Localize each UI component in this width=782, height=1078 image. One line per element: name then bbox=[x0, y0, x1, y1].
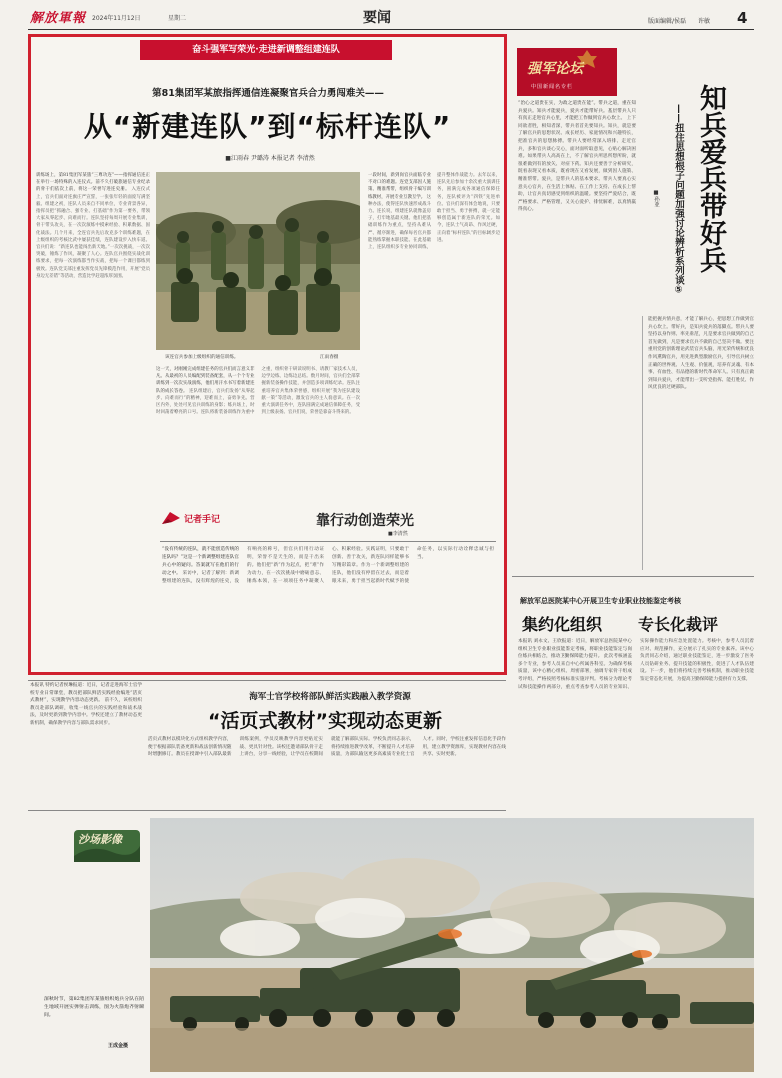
navy-headline: “活页式教材”实现动态更新 bbox=[208, 710, 442, 732]
masthead-rule bbox=[28, 29, 754, 30]
navy-left-col bbox=[30, 682, 142, 802]
pen-nib-icon bbox=[160, 510, 182, 526]
forum-filler-2: 能把握兵情兵意，才能了解兵心，把思想工作做到官兵心坎上。带好兵，是知兵爱兵的落脚点。带兵人要坚持以身作则、率先垂范，凡是要求官兵做到的自己首先做到，凡是要求官兵不做的自己坚决不做。要注重用党的创新理论武装官兵头脑，用光荣传统和优良作风熏陶官兵，用先进典型激励官兵，引导官兵树立正确的世界观、人生观、价值观，培养有灵魂、有本事、有血性、有品德的新时代革命军人。只有真正做到知兵爱兵，才能带出一支听党指挥、能打胜仗、作风优良的过硬部队。 bbox=[648, 317, 754, 391]
top-story-col3 bbox=[368, 172, 500, 494]
commentary-text: “没有传统的连队，就不能创造传统的连队吗？”这是一个新调整组建连队官兵心中的疑问。答案就写在他们的行动之中。 bbox=[162, 547, 239, 576]
navy-filler-2: 活页式教材以模块化方式组织教学内容，便于根据部队装备更新和战法创新情况随时增删修订。教员在授课中引入部队最新训练案例，学员反映教学内容更贴近实战、更具针对性。该校还邀请部队骨干走上讲台，分享一线经验，让学员在校期间就能了解部队实际。学校负责同志表示，将持续推进教学改革，不断提升人才培养质量，为部队输送更多高素质专业化士官人才。同时，学校注重发挥信息化手段作用，建立教学资源库，实现教材内容在线共享、实时更新。 bbox=[148, 737, 506, 758]
masthead-date: 2024年11月12日 bbox=[92, 15, 141, 22]
forum-filler-1: 上下同欲者胜，相知者深，带兵者首先要知兵。知兵，就是要了解官兵的思想状况、成长经历、家庭情况和兴趣特长，把准官兵的思想脉搏。带兵人要经常深入班排、走近官兵，多和官兵谈心交心，面对面听取意见，心贴心解决困难。如果带兵人高高在上，不了解官兵所思所想所盼，就很难做到有的放矢、对症下药。知兵还要善于分析研究，既看表现又看本质，既看现在又看发展，做到因人施策、精准帮带。爱兵，是带兵人的基本要求。带兵人要真心实意关心官兵，在生活上体贴、在工作上支持、在成长上帮助，让官兵真切感受到组织的温暖。要坚持严爱结合，既严格要求、严格管理，又关心爱护、排忧解难，以真情赢得真心。 bbox=[518, 116, 636, 213]
top-story-body-2: 这一天，对刚刚完成组建任务的官兵们而言意义非凡。从最初的人员编配到装备配套，从一个个专业训练到一次次实战演练，他们用汗水书写着新建连队的成长答卷。 bbox=[156, 367, 255, 394]
masthead-editors: 版面编辑/侯磊 bbox=[648, 18, 687, 25]
forum-col2 bbox=[648, 316, 754, 572]
top-story-filler-1: 入连仪式上，官兵们面对连旗庄严宣誓，一张张年轻的面庞写满坚毅。组建之初，连队人员来自不同单位，专业背景各异，指挥员把“抓融合、强专业、打基础”作为第一要务，带领大家从零起步、向难而行。连队坚持每周开展专业集训，骨干带头攻关，在一次次演练中摸索经验、积累数据、固化战法。几个月来，全连官兵先后攻克多个训练难题，在上级组织的考核比武中屡获佳绩，连队建设步入快车道。官兵们说：“新连队也能闯出新天地。”一次次挑战，一次次突破，锤炼了作风，凝聚了人心。连队官兵围绕实战化训练要求，把每一次演练都当作实战，把每一个课目都练到极致。连队党支部注重发挥党员先锋模范作用，开展“党员身边无差错”等活动，营造比学赶超浓厚氛围。 bbox=[36, 187, 150, 279]
commentary-box bbox=[156, 498, 500, 670]
forum-logo-text: 强军论坛 bbox=[527, 61, 583, 77]
commentary-label: 记者手记 bbox=[184, 515, 221, 525]
top-story-kicker: 第81集团军某旅指挥通信连凝聚官兵合力勇闯难关—— bbox=[152, 88, 384, 99]
forum-logo-sub: 中国新闻名专栏 bbox=[531, 84, 574, 90]
top-story-banner bbox=[140, 40, 392, 60]
forum-logo-box bbox=[517, 48, 617, 96]
top-story-photo bbox=[156, 172, 360, 350]
photo-top-rule bbox=[28, 810, 506, 811]
medical-headline-left: 集约化组织 bbox=[522, 615, 603, 634]
forum-col1 bbox=[518, 100, 636, 570]
photo-column-logo-bg bbox=[72, 826, 142, 866]
navy-body bbox=[148, 736, 506, 806]
photo-credit: 王成金摄 bbox=[108, 1043, 129, 1049]
forum-subtitle: ——扭住思想根子问题加强讨论辨析系列谈⑤ bbox=[673, 104, 684, 296]
photo-caption-text: 深秋时节，第82集团军某旅组织炮兵分队在陌生地域开展实弹射击训练，图为火箭炮齐射瞬间。 bbox=[44, 997, 144, 1018]
top-story-lead: 训练场上，第81集团军某旅“三尊功连”——指挥通信连正在举行一场特殊的入连仪式。前不久打破旅通信专业纪录的骨干们依次上前，将这一荣誉写进连史册。 bbox=[36, 173, 150, 193]
top-story-byline: ■江雨春 尹璐涛 本报记者 李清然 bbox=[225, 155, 315, 162]
navy-kicker: 海军士官学校将部队鲜活实践融入教学资源 bbox=[249, 692, 411, 702]
medical-filler: 此次考核涵盖多个专业，参考人员来自中心所属各科室。为确保考核质量，该中心精心组织、周密部署，抽调专家骨干组成考评组，严格按照考核标准实施评判。考核分为理论考试和技能操作两部分，重点考查参考人员的专业知识、实际操作能力和应急处置能力。考核中，参考人员沉着应对、规范操作，充分展示了扎实的专业素养。该中心负责同志介绍，通过职业技能鉴定，进一步激发了医务人员钻研业务、提升技能的积极性，促进了人才队伍建设。下一步，他们将持续完善考核机制，推动职业技能鉴定常态化开展，为提高卫勤保障能力提供有力支撑。 bbox=[518, 639, 754, 690]
top-story-filler-2: 连队组建后，官兵们发扬“从零起步、向难而行”的精神，迎难而上，奋勇争先。营区内外，处处可见官兵训练的身影；练兵场上，时时回荡着嘹亮的口号。连队将新装备训练作为重中之重，组织骨干研读说明书、请教厂家技术人员，边学边练、边练边总结。数月时间，官兵们全部掌握新装备操作技能，并创造多项训练纪录。连队注重培养官兵集体荣誉感，组织开展“我为连队建设献一策”等活动，激发官兵的主人翁意识。在一次重大演训任务中，连队圆满完成通信保障任务，受到上级表扬。官兵们说，荣誉是靠奋斗得来的。 bbox=[156, 367, 360, 416]
top-story-photo-credit: 江雨春摄 bbox=[320, 355, 339, 360]
medical-top-rule bbox=[512, 576, 754, 577]
navy-filler-1: 前不久，该校组织教员赴部队调研，收集一线官兵的实践经验和战术战法，及时更新到教学内容中。学校还建立了教材动态更新机制，确保教学内容与部队需求同步。 bbox=[30, 698, 142, 726]
top-story-col1 bbox=[36, 172, 150, 668]
medical-kicker: 解放军总医院某中心开展卫生专业职业技能鉴定考核 bbox=[520, 597, 681, 605]
rocket-artillery-illustration bbox=[150, 818, 754, 1072]
commentary-body bbox=[162, 546, 494, 664]
masthead-proof: 许敏 bbox=[698, 18, 711, 25]
commentary-byline: ■李清然 bbox=[388, 531, 408, 537]
section-title: 要闻 bbox=[363, 10, 391, 26]
rocket-artillery-photo bbox=[150, 818, 754, 1072]
medical-lead: 本报讯 刘永文、王欣报道：近日，解放军总医院某中心组织卫生专业职业技能鉴定考核，将职业技能鉴定与岗位练兵相结合，推动卫勤保障能力提升。 bbox=[518, 639, 632, 660]
top-story-col2 bbox=[156, 366, 360, 494]
photo-column-logo bbox=[72, 826, 142, 866]
forum-byline: ■孙亚 bbox=[653, 190, 659, 207]
commentary-label-badge bbox=[160, 510, 234, 526]
top-story-filler-3: 这种办法，使得连队快速形成战斗力。连长说，组建连队就像盖房子，打牢地基最关键。他们把基础训练作为重点，坚持从难从严、循序渐进，确保每名官兵都能熟练掌握本职技能。在此基础上，连队组织多专业协同训练，提升整体作战能力。去年以来，连队先后参加十余次重大演训任务，圆满完成各项通信保障任务，连队被评为“四铁”先进单位。官兵们深有体会地说，只要敢于担当、勇于拼搏，就一定能够创造属于新连队的荣光。如今，连队士气高昂、作风过硬，正向着“标杆连队”的目标阔步迈进。 bbox=[368, 173, 500, 251]
top-story-body-3: 一段时间，新到岗官兵面临专业不对口的难题。连党支部因人施策、精准帮带，组织骨干编写训练教材，开展专业互教互学。 bbox=[368, 173, 431, 200]
page-number: 4 bbox=[737, 9, 748, 27]
forum-headline: 知兵爱兵带好兵 bbox=[695, 84, 726, 273]
masthead-logo: 解放軍報 bbox=[30, 11, 87, 26]
forum-column-divider bbox=[642, 316, 643, 570]
top-story-banner-text: 奋斗强军写荣光·走进新调整组建连队 bbox=[192, 45, 340, 55]
forum-body: “治心之道贵在实，为政之道贵在能”。带兵之道，重在知兵爱兵。知兵才能爱兵，爱兵才能带好兵。基层带兵人只有真正走进官兵心里，才能把工作做到官兵心坎上。 bbox=[518, 101, 636, 122]
navy-lead: 本报讯 特约记者侯琳报道：近日，记者走进海军士官学校专业日常课堂，教员把部队鲜活实践经验编进“活页式教材”，实现教学内容动态更新。 bbox=[30, 683, 142, 704]
soldiers-photo-illustration bbox=[156, 172, 360, 350]
masthead-weekday: 星期二 bbox=[168, 15, 187, 22]
photo-caption bbox=[44, 996, 144, 1046]
top-story-headline: 从“新建连队”到“标杆连队” bbox=[83, 110, 452, 143]
navy-top-rule bbox=[28, 680, 506, 681]
commentary-filler: 采访中，记者了解到：新调整组建的连队，没有辉煌的连史，没有响亮的称号，但官兵们用行动证明，荣誉不是天生的，而是干出来的。他们把“新”作为起点，把“难”作为动力，在一次次挑战中磨砺意志、锤炼本领，在一项项任务中凝聚人心、积累经验。实践证明，只要敢于创新、善于攻关，新连队同样能够书写精彩篇章。作为一个新调整组建的连队，他们没有停留在过去，而是着眼未来，勇于担当起新时代赋予的使命任务，以实际行动诠释忠诚与担当。 bbox=[162, 547, 494, 584]
photo-column-logo-text: 沙场影像 bbox=[78, 833, 122, 846]
medical-headline-right: 专长化裁评 bbox=[638, 615, 719, 634]
commentary-title: 靠行动创造荣光 bbox=[316, 513, 414, 529]
commentary-rule bbox=[160, 541, 496, 542]
top-story-photo-caption: 该连官兵参加上级组织的通信训练。 bbox=[165, 355, 239, 360]
